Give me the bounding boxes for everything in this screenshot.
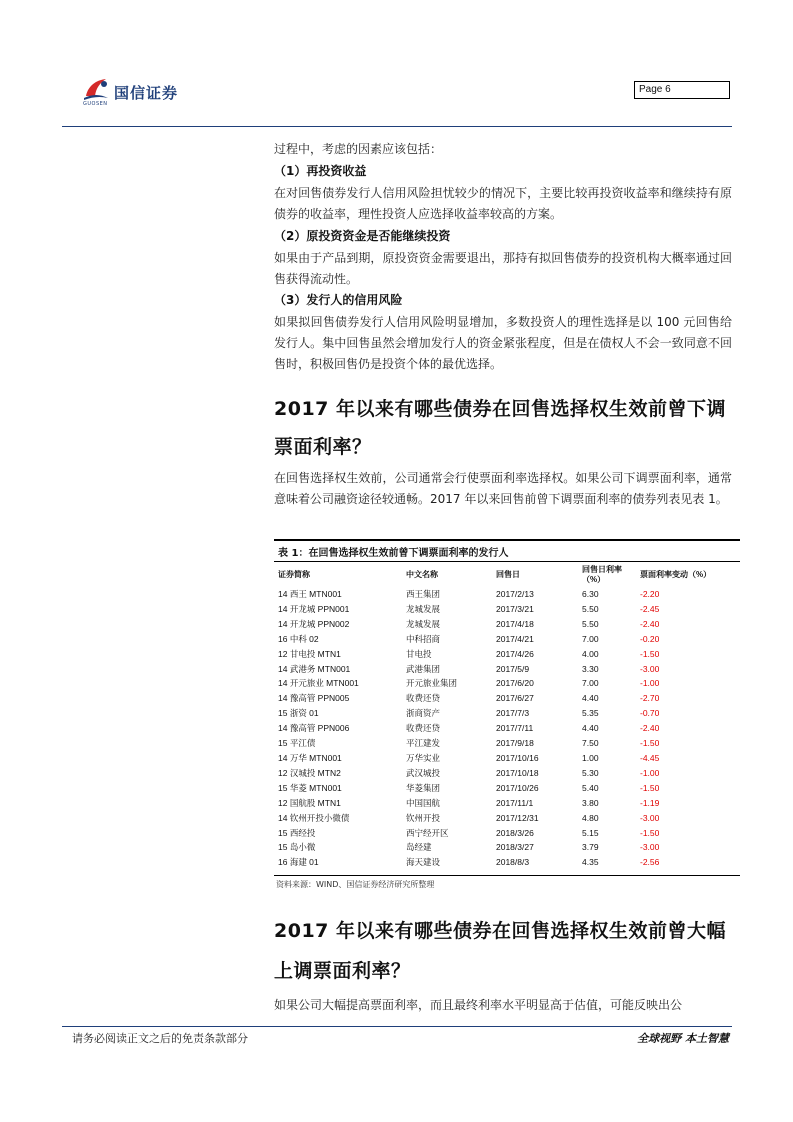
cell-change: -3.00 xyxy=(640,812,660,823)
cell-code: 16 海建 01 xyxy=(278,857,319,868)
cell-name: 岛经建 xyxy=(406,842,432,853)
cell-change: -2.45 xyxy=(640,603,660,614)
cell-date: 2017/12/31 xyxy=(496,812,539,823)
bond-table xyxy=(278,563,738,870)
cell-name: 西王集团 xyxy=(406,589,441,599)
cell-rate: 3.30 xyxy=(582,663,599,674)
cell-date: 2018/3/27 xyxy=(496,842,534,853)
footer-disclaimer: 请务必阅读正文之后的免责条款部分 xyxy=(72,1032,248,1045)
factor-3-body: 如果拟回售债券发行人信用风险明显增加，多数投资人的理性选择是以 100 元回售给发行人。集中回售虽然会增加发行人的资金紧张程度，但是在债权人不会一致同意不回售时，积极回售仍是投资个体的最优选择。 xyxy=(274,315,732,371)
cell-code: 14 开元旅业 MTN001 xyxy=(278,678,359,689)
cell-name: 开元旅业集团 xyxy=(406,678,458,689)
cell-date: 2017/4/26 xyxy=(496,648,534,659)
table-row xyxy=(278,602,738,617)
section1-heading-line1: 2017 年以来有哪些债券在回售选择权生效前曾下调 xyxy=(274,398,726,420)
factor-2-body: 如果由于产品到期，原投资资金需要退出，那持有拟回售债券的投资机构大概率通过回售获得流动性。 xyxy=(274,251,732,286)
cell-code: 15 浙资 01 xyxy=(278,708,319,719)
table-row xyxy=(278,662,738,677)
table-title-rule xyxy=(274,561,740,562)
cell-rate: 7.00 xyxy=(582,633,599,644)
cell-rate: 5.30 xyxy=(582,767,599,778)
logo-mark-icon xyxy=(82,76,110,102)
cell-date: 2017/2/13 xyxy=(496,589,534,599)
cell-code: 15 岛小微 xyxy=(278,842,316,853)
cell-date: 2017/6/27 xyxy=(496,693,534,704)
cell-date: 2017/4/18 xyxy=(496,618,534,629)
cell-rate: 6.30 xyxy=(582,589,599,599)
section2-heading-line2: 上调票面利率？ xyxy=(274,960,411,982)
cell-rate: 5.15 xyxy=(582,827,599,838)
table-row xyxy=(278,751,738,766)
factor-2-title: （2）原投资资金是否能继续投资 xyxy=(274,229,451,243)
table-row xyxy=(278,632,738,647)
header-divider xyxy=(62,126,732,127)
cell-name: 西宁经开区 xyxy=(406,827,449,838)
cell-code: 14 西王 MTN001 xyxy=(278,589,342,599)
cell-name: 甘电投 xyxy=(406,648,432,659)
cell-name: 万华实业 xyxy=(406,752,441,763)
cell-name: 平江建发 xyxy=(406,738,441,749)
cell-rate: 4.00 xyxy=(582,648,599,659)
table-bottom-rule xyxy=(274,875,740,876)
table-row xyxy=(278,691,738,706)
col-header-change: 票面利率变动（%） xyxy=(640,570,712,579)
table-row xyxy=(278,796,738,811)
cell-date: 2018/8/3 xyxy=(496,857,530,868)
cell-code: 14 豫高管 PPN005 xyxy=(278,693,350,704)
cell-code: 14 万华 MTN001 xyxy=(278,752,342,763)
cell-date: 2017/7/3 xyxy=(496,708,530,719)
footer-slogan: 全球视野 本土智慧 xyxy=(637,1032,729,1045)
table-row xyxy=(278,706,738,721)
cell-change: -1.00 xyxy=(640,767,660,778)
cell-code: 14 开龙城 PPN002 xyxy=(278,618,350,629)
cell-rate: 4.80 xyxy=(582,812,599,823)
table-row xyxy=(278,840,738,855)
table-row xyxy=(278,647,738,662)
section2-body: 如果公司大幅提高票面利率，而且最终利率水平明显高于估值，可能反映出公 xyxy=(274,998,683,1012)
col-header-date: 回售日 xyxy=(496,570,520,579)
page-number: Page 6 xyxy=(634,81,730,99)
table-top-rule xyxy=(274,539,740,541)
cell-name: 中国国航 xyxy=(406,797,441,808)
cell-name: 龙城发展 xyxy=(406,618,441,629)
cell-name: 海天建设 xyxy=(406,857,441,868)
cell-date: 2017/4/21 xyxy=(496,633,534,644)
table-row xyxy=(278,617,738,632)
cell-name: 浙商资产 xyxy=(406,708,441,719)
cell-name: 龙城发展 xyxy=(406,603,441,614)
cell-change: -4.45 xyxy=(640,752,660,763)
cell-code: 15 华菱 MTN001 xyxy=(278,782,342,793)
cell-change: -1.50 xyxy=(640,648,660,659)
table-row xyxy=(278,766,738,781)
intro-line: 过程中，考虑的因素应该包括： xyxy=(274,142,443,156)
factor-1-title: （1）再投资收益 xyxy=(274,164,367,178)
cell-date: 2017/10/16 xyxy=(496,752,539,763)
cell-rate: 4.40 xyxy=(582,723,599,734)
table-row xyxy=(278,826,738,841)
cell-code: 15 西经投 xyxy=(278,827,316,838)
cell-code: 16 中科 02 xyxy=(278,633,319,644)
cell-code: 12 甘电投 MTN1 xyxy=(278,648,341,659)
cell-name: 中科招商 xyxy=(406,633,441,644)
cell-code: 12 汉城投 MTN2 xyxy=(278,767,341,778)
table-row xyxy=(278,736,738,751)
table-row xyxy=(278,811,738,826)
cell-change: -2.70 xyxy=(640,693,660,704)
cell-change: -3.00 xyxy=(640,842,660,853)
cell-name: 收费还贷 xyxy=(406,723,441,734)
cell-rate: 5.35 xyxy=(582,708,599,719)
company-logo xyxy=(82,76,212,108)
cell-name: 武汉城投 xyxy=(406,767,441,778)
cell-date: 2017/10/18 xyxy=(496,767,539,778)
cell-change: -0.20 xyxy=(640,633,660,644)
cell-change: -2.40 xyxy=(640,618,660,629)
cell-change: -1.00 xyxy=(640,678,660,689)
cell-rate: 4.35 xyxy=(582,857,599,868)
cell-date: 2018/3/26 xyxy=(496,827,534,838)
cell-date: 2017/7/11 xyxy=(496,723,534,734)
cell-rate: 3.80 xyxy=(582,797,599,808)
cell-change: -2.40 xyxy=(640,723,660,734)
section1-body: 在回售选择权生效前，公司通常会行使票面利率选择权。如果公司下调票面利率，通常意味着公司融资途径较通畅。2017 年以来回售前曾下调票面利率的债券列表见表 1。 xyxy=(274,471,732,506)
cell-rate: 5.40 xyxy=(582,782,599,793)
table-row xyxy=(278,781,738,796)
section1-heading-line2: 票面利率？ xyxy=(274,436,372,458)
factor-3-title: （3）发行人的信用风险 xyxy=(274,293,403,307)
cell-change: -0.70 xyxy=(640,708,660,719)
cell-date: 2017/6/20 xyxy=(496,678,534,689)
cell-name: 钦州开投 xyxy=(406,812,441,823)
cell-name: 武港集团 xyxy=(406,663,441,674)
cell-change: -1.50 xyxy=(640,738,660,749)
table-body xyxy=(278,587,738,870)
cell-change: -2.20 xyxy=(640,589,660,599)
cell-code: 15 平江债 xyxy=(278,738,316,749)
cell-change: -1.50 xyxy=(640,827,660,838)
cell-rate: 5.50 xyxy=(582,603,599,614)
table-row xyxy=(278,676,738,691)
cell-rate: 7.50 xyxy=(582,738,599,749)
cell-code: 12 国航股 MTN1 xyxy=(278,797,341,808)
cell-rate: 3.79 xyxy=(582,842,599,853)
footer-divider xyxy=(62,1026,732,1027)
table-row xyxy=(278,587,738,602)
cell-code: 14 钦州开投小微债 xyxy=(278,812,350,823)
cell-code: 14 武港务 MTN001 xyxy=(278,663,351,674)
cell-date: 2017/11/1 xyxy=(496,797,534,808)
cell-change: -1.50 xyxy=(640,782,660,793)
cell-change: -1.19 xyxy=(640,797,660,808)
table-title: 表 1：在回售选择权生效前曾下调票面利率的发行人 xyxy=(278,548,509,559)
logo-text: 国信证券 xyxy=(114,84,179,102)
table-row xyxy=(278,721,738,736)
table-header-row xyxy=(278,563,738,587)
cell-rate: 7.00 xyxy=(582,678,599,689)
cell-date: 2017/9/18 xyxy=(496,738,534,749)
cell-name: 华菱集团 xyxy=(406,782,441,793)
cell-rate: 5.50 xyxy=(582,618,599,629)
cell-change: -2.56 xyxy=(640,857,660,868)
cell-code: 14 豫高管 PPN006 xyxy=(278,723,350,734)
cell-rate: 1.00 xyxy=(582,752,599,763)
cell-date: 2017/10/26 xyxy=(496,782,539,793)
factor-1-body: 在对回售债券发行人信用风险担忧较少的情况下，主要比较再投资收益率和继续持有原债券的收益率，理性投资人应选择收益率较高的方案。 xyxy=(274,186,732,221)
section2-heading-line1: 2017 年以来有哪些债券在回售选择权生效前曾大幅 xyxy=(274,920,726,942)
col-header-code: 证券简称 xyxy=(278,570,310,579)
cell-date: 2017/5/9 xyxy=(496,663,530,674)
table-source: 资料来源：WIND、国信证券经济研究所整理 xyxy=(276,880,435,889)
logo-subtext: GUOSEN xyxy=(83,101,108,107)
cell-change: -3.00 xyxy=(640,663,660,674)
cell-name: 收费还贷 xyxy=(406,693,441,704)
cell-date: 2017/3/21 xyxy=(496,603,534,614)
table-row xyxy=(278,855,738,870)
cell-code: 14 开龙城 PPN001 xyxy=(278,603,350,614)
col-header-rate: 回售日利率（%） xyxy=(582,565,622,584)
col-header-name: 中文名称 xyxy=(406,570,438,579)
cell-rate: 4.40 xyxy=(582,693,599,704)
